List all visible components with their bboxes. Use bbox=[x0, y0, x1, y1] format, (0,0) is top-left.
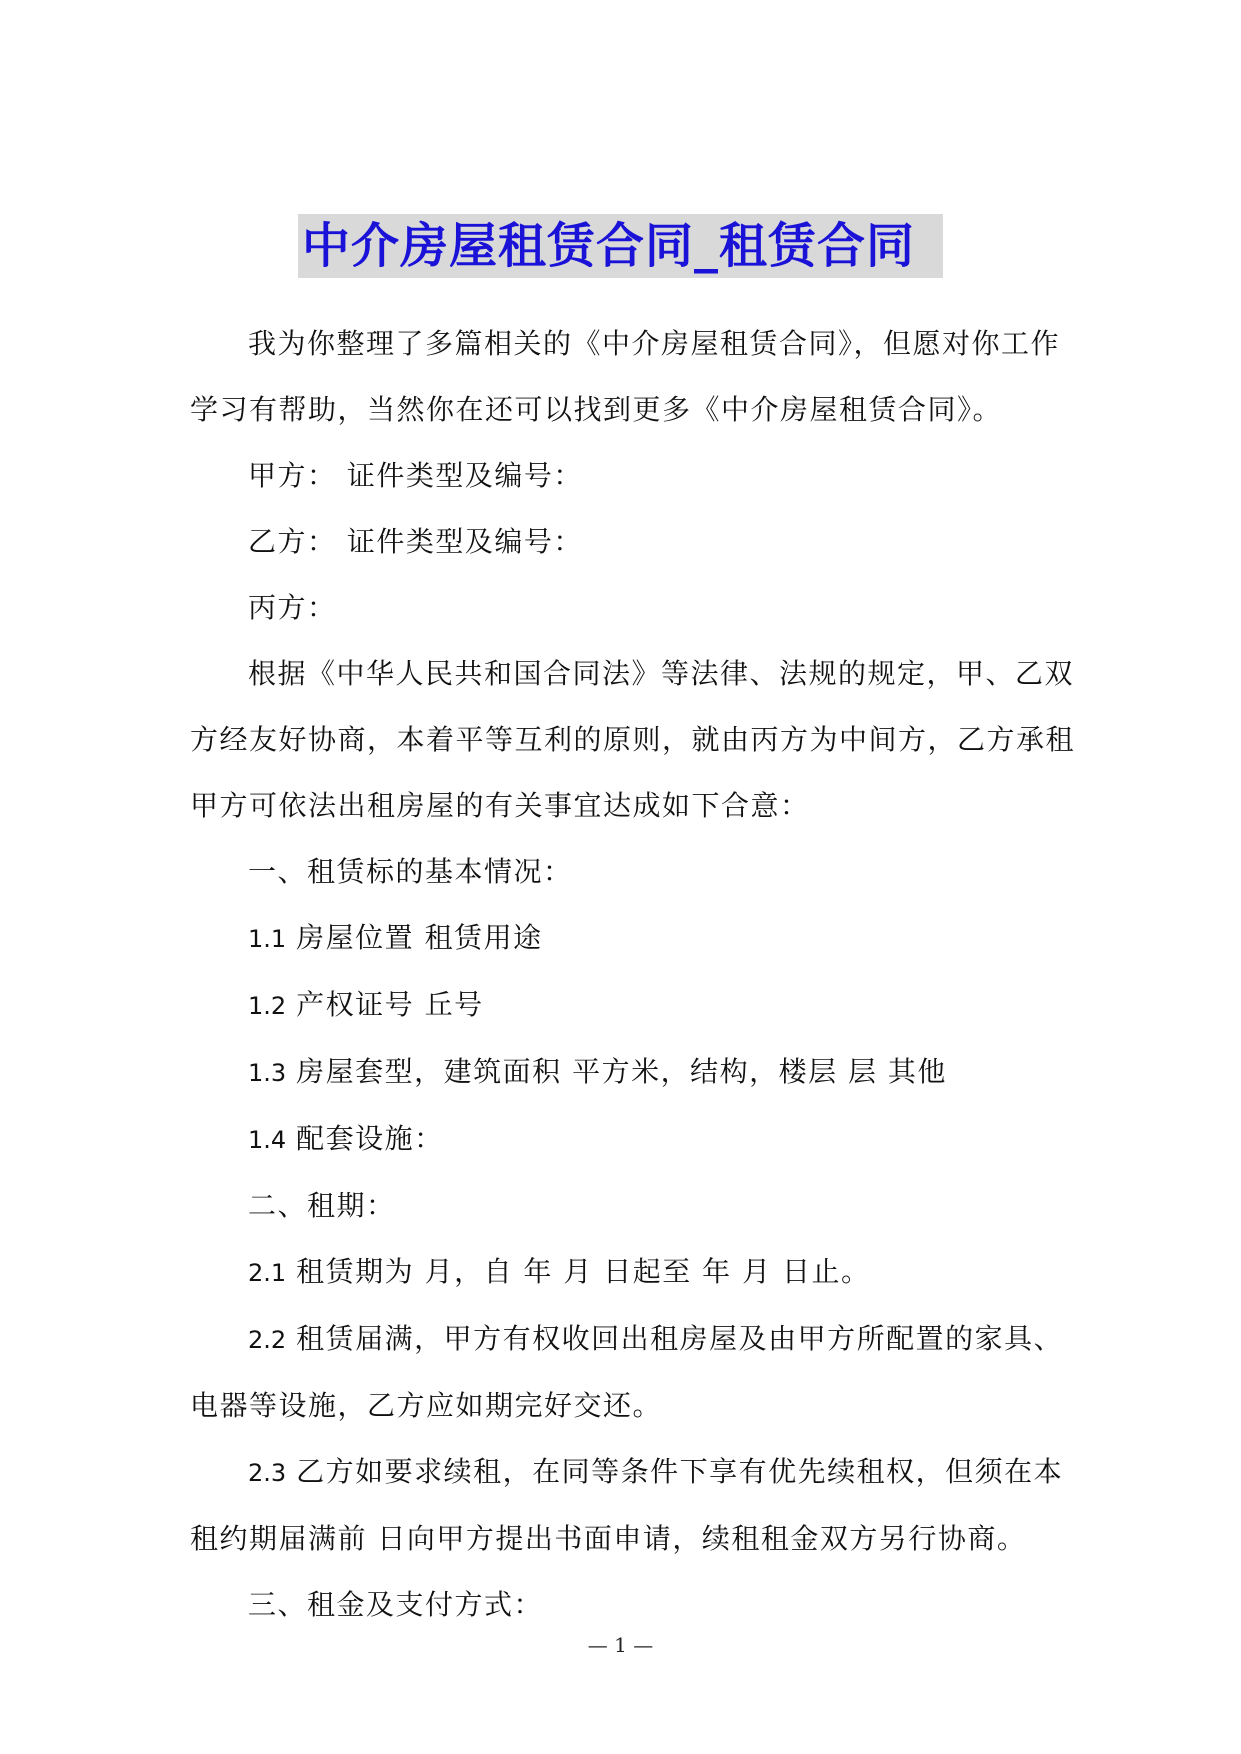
page-number: — 1 — bbox=[587, 1633, 654, 1657]
paragraph-text: 乙方如要求续租，在同等条件下享有优先续租权，但须在本 bbox=[296, 1455, 1064, 1488]
paragraph-text: 甲方可依法出租房屋的有关事宜达成如下合意： bbox=[190, 789, 810, 822]
paragraph-text: 二、租期： bbox=[248, 1189, 396, 1222]
clause bbox=[190, 972, 1060, 1039]
paragraph-text: 产权证号 丘号 bbox=[296, 988, 484, 1021]
paragraph-text: 一、租赁标的基本情况： bbox=[248, 855, 573, 888]
paragraph-text: 方经友好协商，本着平等互利的原则，就由丙方为中间方，乙方承租 bbox=[190, 723, 1076, 756]
paragraph-text: 租赁期为 月，自 年 月 日起至 年 月 日止。 bbox=[296, 1255, 871, 1288]
clause bbox=[190, 1239, 1060, 1306]
paragraph-text: 配套设施： bbox=[296, 1122, 444, 1155]
paragraph-text: 学习有帮助，当然你在还可以找到更多《中介房屋租赁合同》。 bbox=[190, 393, 1003, 426]
document-body bbox=[190, 311, 1076, 1638]
clause bbox=[190, 1039, 1060, 1106]
clause-number: 1.4 bbox=[248, 1126, 287, 1154]
paragraph bbox=[190, 707, 1076, 773]
clause-number: 2.3 bbox=[248, 1459, 287, 1487]
title-container bbox=[0, 214, 1241, 278]
paragraph bbox=[190, 377, 1060, 443]
paragraph bbox=[190, 443, 1060, 509]
paragraph-text: 电器等设施，乙方应如期完好交还。 bbox=[190, 1389, 663, 1422]
clause-number: 1.1 bbox=[248, 925, 287, 953]
paragraph-text: 三、租金及支付方式： bbox=[248, 1588, 544, 1621]
paragraph-text: 我为你整理了多篇相关的《中介房屋租赁合同》，但愿对你工作 bbox=[248, 327, 1061, 360]
paragraph-text: 丙方： bbox=[248, 591, 337, 624]
paragraph-text: 租约期届满前 日向甲方提出书面申请，续租租金双方另行协商。 bbox=[190, 1522, 1027, 1555]
paragraph bbox=[190, 1506, 1060, 1572]
paragraph-text: 甲方： 证件类型及编号： bbox=[248, 459, 583, 492]
clause-number: 2.1 bbox=[248, 1259, 287, 1287]
section-heading bbox=[190, 1173, 1060, 1239]
paragraph-text: 根据《中华人民共和国合同法》等法律、法规的规定，甲、乙双 bbox=[248, 657, 1075, 690]
paragraph bbox=[190, 509, 1060, 575]
clause bbox=[190, 1439, 1064, 1506]
clause bbox=[190, 905, 1060, 972]
clause-number: 2.2 bbox=[248, 1326, 287, 1354]
paragraph-text: 房屋套型，建筑面积 平方米，结构，楼层 层 其他 bbox=[296, 1055, 947, 1088]
document-title: 中介房屋租赁合同_租赁合同 bbox=[298, 214, 943, 278]
paragraph bbox=[190, 311, 1060, 377]
paragraph-text: 乙方： 证件类型及编号： bbox=[248, 525, 583, 558]
clause-number: 1.2 bbox=[248, 992, 287, 1020]
paragraph-text: 房屋位置 租赁用途 bbox=[296, 921, 543, 954]
paragraph-text: 租赁届满，甲方有权收回出租房屋及由甲方所配置的家具、 bbox=[296, 1322, 1064, 1355]
paragraph bbox=[190, 1373, 1060, 1439]
clause bbox=[190, 1306, 1064, 1373]
paragraph bbox=[190, 575, 1060, 641]
section-heading bbox=[190, 1572, 1060, 1638]
paragraph bbox=[190, 641, 1075, 707]
section-heading bbox=[190, 839, 1060, 905]
clause-number: 1.3 bbox=[248, 1059, 287, 1087]
clause bbox=[190, 1106, 1060, 1173]
paragraph bbox=[190, 773, 1060, 839]
